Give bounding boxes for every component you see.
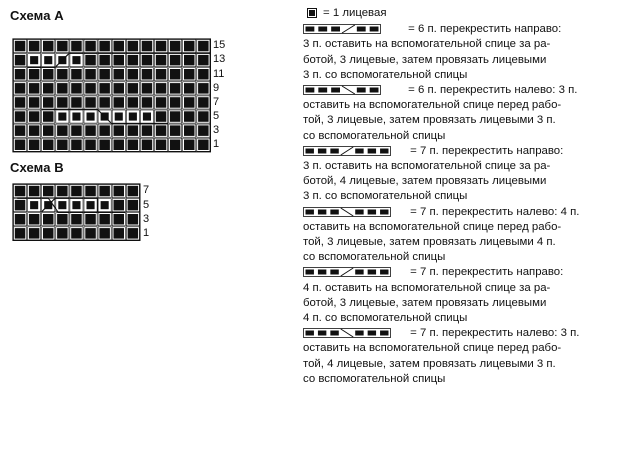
legend-line: 3 п. оставить на вспомогательной спице за ра- bbox=[303, 38, 551, 51]
row-number: 15 bbox=[213, 39, 226, 51]
legend-line: со вспомогательной спицы bbox=[303, 129, 446, 142]
knit-stitch bbox=[170, 55, 181, 66]
knit-stitch bbox=[43, 186, 54, 197]
row-number: 9 bbox=[213, 82, 220, 94]
knit-stitch bbox=[71, 125, 82, 135]
knit-stitch bbox=[85, 214, 96, 225]
knit-stitch bbox=[128, 228, 139, 239]
knit-stitch bbox=[368, 331, 376, 336]
knit-stitch bbox=[306, 148, 314, 153]
knit-stitch bbox=[15, 111, 25, 122]
knit-stitch bbox=[156, 140, 167, 151]
legend-line: той, 3 лицевые, затем провязать лицевыми 4 п. bbox=[303, 236, 556, 249]
knit-stitch bbox=[57, 83, 68, 94]
knit-stitch bbox=[357, 27, 366, 32]
knit-stitch bbox=[71, 228, 82, 239]
knit-stitch bbox=[114, 69, 125, 80]
row-number: 1 bbox=[213, 138, 220, 150]
knit-stitch bbox=[43, 83, 54, 94]
knit-stitch bbox=[15, 41, 25, 52]
knit-stitch bbox=[85, 97, 96, 108]
knit-stitch bbox=[128, 214, 139, 225]
knit-stitch bbox=[184, 111, 195, 122]
knit-stitch bbox=[114, 125, 125, 135]
knit-stitch bbox=[156, 83, 167, 94]
knit-stitch bbox=[85, 125, 96, 135]
knit-stitch bbox=[101, 201, 109, 209]
cable-7-right-b-icon bbox=[303, 267, 391, 277]
legend-line: оставить на вспомогательной спице перед рабо- bbox=[303, 99, 562, 112]
knit-stitch bbox=[318, 148, 326, 153]
knit-stitch bbox=[331, 88, 340, 93]
legend-line: = 7 п. перекрестить налево: 3 п. bbox=[410, 327, 580, 340]
knit-stitch bbox=[72, 56, 80, 64]
knit-stitch bbox=[156, 111, 167, 122]
knit-stitch bbox=[29, 186, 40, 197]
knit-stitch bbox=[355, 270, 363, 275]
knit-stitch bbox=[29, 214, 40, 225]
knit-stitch bbox=[330, 209, 338, 214]
knit-stitch bbox=[99, 41, 110, 52]
knit-stitch bbox=[29, 69, 40, 80]
legend-item-cable-6-right bbox=[303, 22, 615, 83]
knit-stitch bbox=[330, 331, 338, 336]
knit-stitch bbox=[184, 55, 195, 66]
legend-line: ботой, 3 лицевые, затем провязать лицевыми bbox=[303, 296, 547, 309]
knit-stitch bbox=[99, 55, 110, 66]
knit-stitch bbox=[43, 41, 54, 52]
knit-stitch bbox=[170, 83, 181, 94]
knit-stitch bbox=[57, 140, 68, 151]
row-number: 5 bbox=[213, 110, 220, 122]
knit-stitch bbox=[114, 140, 125, 151]
knit-stitch bbox=[306, 331, 314, 336]
knit-stitch bbox=[85, 41, 96, 52]
knit-stitch bbox=[184, 69, 195, 80]
knit-stitch bbox=[43, 97, 54, 108]
knit-stitch bbox=[15, 83, 25, 94]
legend-line: ботой, 3 лицевые, затем провязать лицевыми bbox=[303, 53, 547, 66]
knit-stitch bbox=[15, 69, 25, 80]
knit-stitch bbox=[128, 69, 139, 80]
cable-6-left-icon bbox=[303, 85, 381, 95]
cable-7-right-icon bbox=[303, 146, 391, 156]
knit-stitch bbox=[29, 111, 40, 122]
knit-stitch bbox=[85, 69, 96, 80]
knit-stitch bbox=[306, 27, 315, 32]
knit-stitch bbox=[114, 228, 125, 239]
knit-stitch bbox=[43, 228, 54, 239]
knit-stitch bbox=[156, 55, 167, 66]
knit-stitch bbox=[99, 125, 110, 135]
legend-line: той, 4 лицевые, затем провязать лицевыми 3 п. bbox=[303, 357, 556, 370]
knit-stitch bbox=[30, 56, 38, 64]
knit-stitch bbox=[43, 140, 54, 151]
knit-stitch bbox=[72, 113, 80, 121]
legend-item-cable-7-right bbox=[303, 144, 615, 205]
knit-stitch bbox=[198, 83, 209, 94]
knit-stitch bbox=[318, 331, 326, 336]
knit-stitch bbox=[57, 214, 68, 225]
cable-7-left-icon bbox=[303, 207, 391, 217]
knit-stitch bbox=[142, 69, 153, 80]
knit-stitch bbox=[198, 97, 209, 108]
knit-stitch bbox=[128, 83, 139, 94]
row-number: 7 bbox=[213, 96, 220, 108]
legend-line: = 6 п. перекрестить направо: bbox=[408, 23, 562, 36]
knit-stitch bbox=[129, 113, 137, 121]
knit-stitch bbox=[99, 69, 110, 80]
row-number: 3 bbox=[213, 124, 220, 136]
row-number: 3 bbox=[143, 213, 150, 225]
knit-stitch bbox=[30, 201, 38, 209]
knit-stitch bbox=[306, 88, 315, 93]
knit-icon bbox=[307, 8, 317, 18]
knit-stitch bbox=[330, 148, 338, 153]
knit-stitch bbox=[170, 140, 181, 151]
knit-stitch bbox=[85, 140, 96, 151]
knit-stitch bbox=[170, 111, 181, 122]
knit-stitch bbox=[128, 41, 139, 52]
knit-stitch bbox=[57, 125, 68, 135]
knit-stitch bbox=[29, 83, 40, 94]
knit-stitch bbox=[71, 140, 82, 151]
knit-stitch bbox=[318, 88, 327, 93]
knit-stitch bbox=[142, 140, 153, 151]
knit-stitch bbox=[184, 83, 195, 94]
knit-stitch bbox=[355, 209, 363, 214]
row-number: 7 bbox=[143, 184, 150, 196]
knit-stitch bbox=[142, 83, 153, 94]
knit-stitch bbox=[128, 125, 139, 135]
knit-stitch bbox=[198, 125, 209, 135]
knit-stitch bbox=[142, 125, 153, 135]
knit-stitch bbox=[43, 214, 54, 225]
legend-knit-text: = 1 лицевая bbox=[323, 7, 387, 19]
knit-stitch bbox=[306, 270, 314, 275]
knit-stitch bbox=[114, 83, 125, 94]
knit-stitch bbox=[380, 331, 388, 336]
knit-stitch bbox=[170, 69, 181, 80]
knit-stitch bbox=[99, 97, 110, 108]
knit-stitch bbox=[71, 41, 82, 52]
knit-stitch bbox=[71, 214, 82, 225]
knit-stitch bbox=[198, 55, 209, 66]
knit-stitch bbox=[87, 113, 95, 121]
knit-stitch bbox=[99, 186, 110, 197]
knit-stitch bbox=[29, 228, 40, 239]
knit-stitch bbox=[72, 201, 80, 209]
legend-item-cable-7-right-b bbox=[303, 265, 615, 326]
knitting-charts bbox=[0, 0, 300, 250]
knit-stitch bbox=[43, 69, 54, 80]
legend-line: = 7 п. перекрестить налево: 4 п. bbox=[410, 205, 580, 218]
legend-line: со вспомогательной спицы bbox=[303, 251, 446, 264]
knit-stitch bbox=[29, 41, 40, 52]
knit-stitch bbox=[114, 200, 125, 211]
knit-stitch bbox=[57, 97, 68, 108]
knit-stitch bbox=[15, 228, 25, 239]
knit-stitch bbox=[170, 41, 181, 52]
knit-stitch bbox=[128, 97, 139, 108]
legend-line: = 7 п. перекрестить направо: bbox=[410, 266, 564, 279]
knit-stitch bbox=[114, 214, 125, 225]
knit-stitch bbox=[368, 209, 376, 214]
knit-stitch bbox=[380, 209, 388, 214]
knit-stitch bbox=[380, 270, 388, 275]
knit-stitch bbox=[355, 148, 363, 153]
knit-stitch bbox=[128, 140, 139, 151]
legend-item-cable-7-left bbox=[303, 205, 615, 266]
knit-stitch bbox=[44, 56, 52, 64]
knit-stitch bbox=[15, 214, 25, 225]
knit-stitch bbox=[156, 69, 167, 80]
knit-stitch bbox=[355, 331, 363, 336]
knit-stitch bbox=[128, 200, 139, 211]
knit-stitch bbox=[128, 186, 139, 197]
knit-stitch bbox=[198, 69, 209, 80]
knit-stitch bbox=[331, 27, 340, 32]
legend-line: ботой, 4 лицевые, затем провязать лицевыми bbox=[303, 175, 547, 188]
knit-stitch bbox=[15, 186, 25, 197]
knit-stitch bbox=[114, 55, 125, 66]
knit-stitch bbox=[43, 125, 54, 135]
scheme-b-chart bbox=[13, 184, 140, 240]
knit-stitch bbox=[184, 41, 195, 52]
knit-stitch bbox=[368, 270, 376, 275]
knit-stitch bbox=[142, 97, 153, 108]
knit-stitch bbox=[58, 201, 66, 209]
knit-stitch bbox=[71, 186, 82, 197]
legend-item-knit bbox=[303, 6, 615, 21]
knit-stitch bbox=[198, 140, 209, 151]
knit-stitch bbox=[115, 113, 123, 121]
knit-stitch bbox=[57, 186, 68, 197]
knit-stitch bbox=[15, 55, 25, 66]
legend-line: той, 3 лицевые, затем провязать лицевыми 3 п. bbox=[303, 114, 556, 127]
cable-7-left-b-icon bbox=[303, 328, 391, 338]
knit-stitch bbox=[306, 209, 314, 214]
row-number: 11 bbox=[213, 68, 225, 80]
legend-line: оставить на вспомогательной спице перед рабо- bbox=[303, 220, 562, 233]
knit-stitch bbox=[370, 88, 379, 93]
knit-stitch bbox=[170, 125, 181, 135]
legend-line: = 7 п. перекрестить направо: bbox=[410, 144, 564, 157]
knit-stitch bbox=[142, 41, 153, 52]
knit-stitch bbox=[142, 55, 153, 66]
knit-stitch bbox=[156, 125, 167, 135]
knit-stitch bbox=[156, 97, 167, 108]
knit-stitch bbox=[114, 186, 125, 197]
knit-stitch bbox=[370, 27, 379, 32]
knit-stitch bbox=[318, 209, 326, 214]
knit-stitch bbox=[198, 41, 209, 52]
knit-stitch bbox=[58, 113, 66, 121]
knit-stitch bbox=[184, 97, 195, 108]
legend bbox=[303, 6, 615, 387]
knit-stitch bbox=[170, 97, 181, 108]
knit-stitch bbox=[29, 97, 40, 108]
knit-stitch bbox=[15, 140, 25, 151]
row-number: 1 bbox=[143, 227, 150, 239]
knit-stitch bbox=[71, 69, 82, 80]
knit-stitch bbox=[85, 186, 96, 197]
knit-stitch bbox=[99, 214, 110, 225]
knit-stitch bbox=[15, 200, 25, 211]
knit-stitch bbox=[43, 111, 54, 122]
legend-line: = 6 п. перекрестить налево: 3 п. bbox=[408, 84, 578, 97]
scheme-b-title: Схема В bbox=[10, 160, 64, 175]
knit-stitch bbox=[15, 97, 25, 108]
scheme-a-title: Схема А bbox=[10, 8, 64, 23]
knit-stitch bbox=[85, 83, 96, 94]
knit-stitch bbox=[15, 125, 25, 135]
scheme-a-chart bbox=[13, 39, 210, 152]
knit-stitch bbox=[87, 201, 95, 209]
knit-stitch bbox=[57, 41, 68, 52]
knit-stitch bbox=[198, 111, 209, 122]
knit-stitch bbox=[357, 88, 366, 93]
knit-stitch bbox=[330, 270, 338, 275]
knit-stitch bbox=[29, 125, 40, 135]
knit-stitch bbox=[184, 140, 195, 151]
legend-line: 4 п. оставить на вспомогательной спице за ра- bbox=[303, 281, 551, 294]
legend-line: 4 п. со вспомогательной спицы bbox=[303, 312, 468, 325]
legend-line: оставить на вспомогательной спице перед рабо- bbox=[303, 342, 562, 355]
knit-stitch bbox=[85, 55, 96, 66]
knit-stitch bbox=[143, 113, 151, 121]
knit-stitch bbox=[156, 41, 167, 52]
knit-stitch bbox=[99, 228, 110, 239]
knit-stitch bbox=[99, 140, 110, 151]
legend-line: 3 п. оставить на вспомогательной спице за ра- bbox=[303, 160, 551, 173]
knit-stitch bbox=[114, 41, 125, 52]
knit-stitch bbox=[57, 69, 68, 80]
legend-line: 3 п. со вспомогательной спицы bbox=[303, 190, 468, 203]
knit-stitch bbox=[57, 228, 68, 239]
knit-stitch bbox=[99, 83, 110, 94]
legend-line: 3 п. со вспомогательной спицы bbox=[303, 68, 468, 81]
knit-stitch bbox=[380, 148, 388, 153]
knit-stitch bbox=[114, 97, 125, 108]
knit-stitch bbox=[128, 55, 139, 66]
knit-stitch bbox=[368, 148, 376, 153]
row-number: 13 bbox=[213, 53, 226, 65]
knit-stitch bbox=[318, 270, 326, 275]
knit-stitch bbox=[85, 228, 96, 239]
knit-stitch bbox=[71, 83, 82, 94]
cable-6-right-icon bbox=[303, 24, 381, 34]
knit-stitch bbox=[29, 140, 40, 151]
legend-item-cable-6-left bbox=[303, 83, 615, 144]
knit-stitch bbox=[71, 97, 82, 108]
knit-stitch bbox=[184, 125, 195, 135]
knit-stitch bbox=[318, 27, 327, 32]
legend-item-cable-7-left-b bbox=[303, 326, 615, 387]
row-number: 5 bbox=[143, 199, 150, 211]
legend-line: со вспомогательной спицы bbox=[303, 372, 446, 385]
